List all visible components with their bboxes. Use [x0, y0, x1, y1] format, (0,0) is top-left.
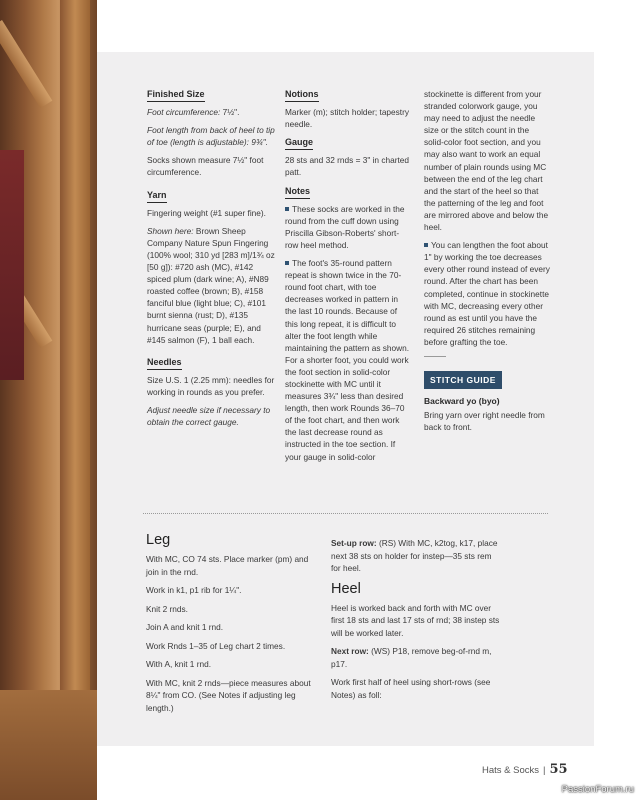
page-footer: Hats & Socks | 55: [482, 762, 568, 777]
section-name: Hats & Socks: [482, 765, 540, 776]
column-3: [424, 88, 550, 439]
foot-length: Foot length from back of heel to tip of toe (length is adjustable): 9¾".: [147, 125, 275, 148]
notes-heading: Notes: [285, 185, 310, 199]
leg-step: Join A and knit 1 rnd.: [146, 622, 224, 632]
note-item: These socks are worked in the round from the cuff down using Priscilla Gibson-Roberts' short-row heel method.: [285, 203, 405, 250]
leg-step: Knit 2 rnds.: [146, 603, 188, 614]
watermark: PassionForum.ru: [561, 784, 634, 795]
yarn-shown-here: Shown here: Brown Sheep Company Nature Spun Fingering (100% wool; 310 yd [283 m]/1¾ oz [50 g]): #720 ash (MC), #142 spiced plum (dark wine; A), #N89 roasted coffee (brown; B), #158 fanciful blue (light blue; C), #101 burnt sienna (rust; D), #135 hurricane seas (purple; E), and #145 salmon (F), 1 ball each.: [147, 225, 275, 345]
note-item: You can lengthen the foot about 1" by working the toe decreases every other round instead of every round. After the chart has been completed, continue in stockinette with MC, decreasing every other round as est until you have the required 26 stitches remaining before grafting the toe.: [424, 240, 550, 347]
bullet-square-icon: [285, 261, 289, 265]
leg-heading: Leg: [146, 532, 171, 548]
notions-heading: Notions: [285, 88, 319, 102]
foot-circumference: Foot circumference: 7½".: [147, 107, 240, 118]
page-number: 55: [549, 762, 568, 777]
heel-intro: Heel is worked back and forth with MC over first 18 sts and last 17 sts of rnd; 38 instep sts will be worked later.: [331, 602, 500, 638]
needles-heading: Needles: [147, 356, 182, 370]
yarn-heading: Yarn: [147, 189, 167, 203]
stitch-guide-title: Backward yo (byo): [424, 396, 500, 407]
gauge-text: 28 sts and 32 rnds = 3" in charted patt.: [285, 155, 410, 178]
gauge-heading: Gauge: [285, 136, 313, 150]
leg-section: [146, 532, 316, 720]
bullet-square-icon: [285, 207, 289, 211]
finished-size-heading: Finished Size: [147, 88, 205, 102]
setup-row: Set-up row: (RS) With MC, k2tog, k17, place next 38 sts on holder for instep—35 sts rem for heel.: [331, 538, 498, 573]
needle-size: Size U.S. 1 (2.25 mm): needles for working in rounds as you prefer.: [147, 374, 275, 397]
divider: [424, 356, 446, 357]
leg-step: With MC, CO 74 sts. Place marker (pm) and join in the rnd.: [146, 554, 309, 577]
leg-step: With MC, knit 2 rnds—piece measures about 8¼" from CO. (See Notes if adjusting leg length.): [146, 677, 311, 713]
heel-first-half: Work first half of heel using short-rows (see Notes) as foll:: [331, 677, 491, 700]
column-1: [147, 88, 275, 434]
bullet-square-icon: [424, 243, 428, 247]
needle-adjust-note: Adjust needle size if necessary to obtain the correct gauge.: [147, 404, 271, 428]
sock-photo-detail: [0, 150, 24, 380]
notes-continued: stockinette is different from your stranded colorwork gauge, you may need to adjust the needle size or the stitch count in the solid-color foot section, and you may also want to work an equal number of plain rounds using MC between the end of the leg chart and the start of the heel so that the patterning of the leg and foot are mirrored above and below the heel.: [424, 89, 549, 233]
note-item: The foot's 35-round pattern repeat is shown twice in the 70-round foot chart, with toe decreases worked in pattern in the last 10 rounds. Because of this long repeat, it is difficult to alter the foot length while maintaining the pattern as shown. For a shorter foot, you could work the foot section in solid-color stockinette with MC until it measures 3¾" less than desired length, then work Rounds 36–70 of the foot chart, and then work the last decrease round as instructed in the toe section. If your gauge in solid-color: [285, 258, 410, 462]
stitch-guide-badge: STITCH GUIDE: [424, 371, 502, 389]
notions-text: Marker (m); stitch holder; tapestry needle.: [285, 107, 410, 130]
heel-section: [331, 537, 503, 707]
section-divider: [143, 513, 548, 514]
leg-step: Work Rnds 1–35 of Leg chart 2 times.: [146, 640, 286, 651]
background-photo: [0, 0, 97, 800]
leg-step: With A, knit 1 rnd.: [146, 659, 212, 669]
column-2: [285, 88, 411, 469]
leg-step: Work in k1, p1 rib for 1¼".: [146, 585, 242, 595]
yarn-weight: Fingering weight (#1 super fine).: [147, 207, 266, 218]
stitch-guide-text: Bring yarn over right needle from back to front.: [424, 410, 545, 433]
heel-heading: Heel: [331, 580, 361, 597]
heel-next-row: Next row: (WS) P18, remove beg-of-rnd m, p17.: [331, 646, 492, 669]
socks-shown-size: Socks shown measure 7½" foot circumference.: [147, 155, 264, 178]
